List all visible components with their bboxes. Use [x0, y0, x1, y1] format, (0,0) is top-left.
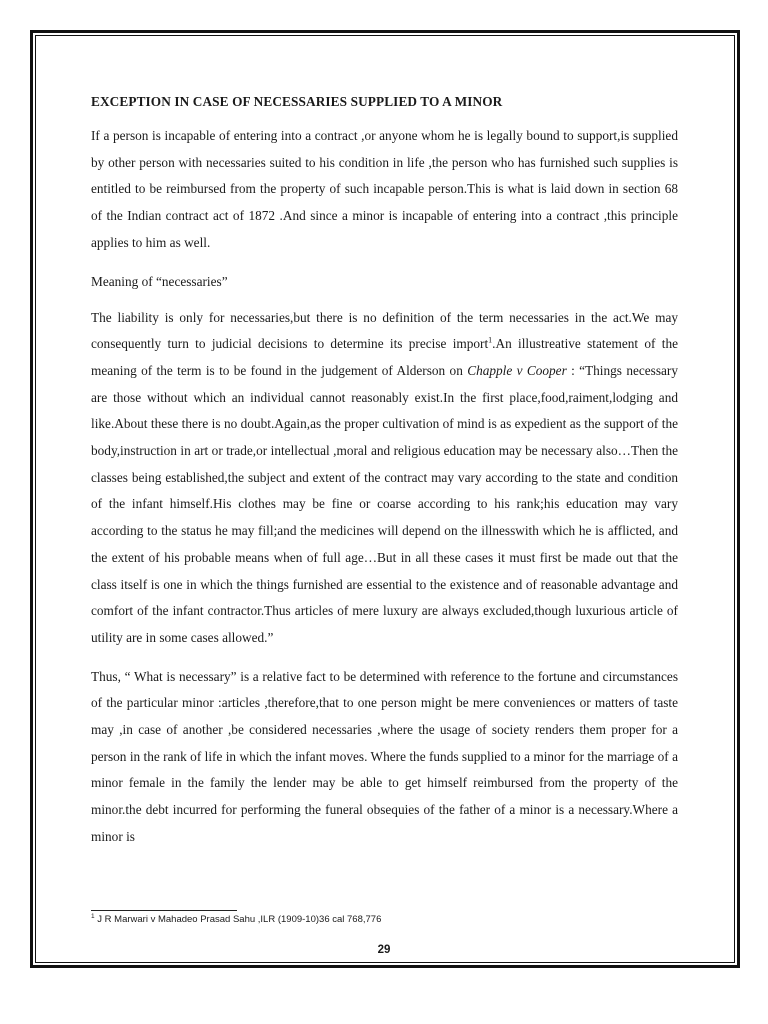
paragraph-2-text-1: The liability is only for necessaries,but there is no definition of the term necessaries in the act.We may consequently turn to judicial decisions to determine its precise import [91, 309, 678, 352]
document-body [91, 94, 678, 863]
paragraph-2-text-3: : “Things necessary are those without which an individual cannot reasonably exist.In the first place,food,raiment,lodging and like.About these there is no doubt.Again,as the proper cultivation of mind is as expedient as the support of the body,instruction in art or trade,or intellectual ,moral and religious education may be necessary also…Then the classes being established,the subject and extent of the contract may vary according to the state and condition of the infant himself.His clothes may be fine or coarse according to his rank;his education may vary according to the status he may fill;and the medicines will depend on the illnesswith which he is afflicted, and the extent of his probable means when of full age…But in all these cases it must first be made out that the class itself is one in which the things furnished are essential to the existence and of reasonable advantage and comfort of the infant contractor.Thus articles of mere luxury are always excluded,though luxurious article of utility are in some cases allowed.” [91, 362, 679, 645]
section-heading: EXCEPTION IN CASE OF NECESSARIES SUPPLIED TO A MINOR [91, 94, 503, 109]
subheading-necessaries: Meaning of “necessaries” [91, 273, 228, 289]
paragraph-2 [91, 305, 678, 652]
footnote-reference: 1 [488, 335, 493, 345]
paragraph-1: If a person is incapable of entering into a contract ,or anyone whom he is legally bound to support,is supplied by other person with necessaries suited to his condition in life ,the person who has furnished such supplies is entitled to be reimbursed from the property of such incapable person.This is what is laid down in section 68 of the Indian contract act of 1872 .And since a minor is incapable of entering into a contract ,this principle applies to him as well. [91, 128, 678, 250]
footnote-separator [91, 910, 237, 911]
case-name: Chapple v Cooper [467, 362, 567, 378]
page-number: 29 [377, 944, 391, 956]
footnote [91, 914, 381, 925]
footnote-text: J R Marwari v Mahadeo Prasad Sahu ,ILR (1909-10)36 cal 768,776 [94, 914, 382, 925]
footnote-marker: 1 [91, 912, 95, 920]
paragraph-2-text-2: .An illustreative statement of the meaning of the term is to be found in the judgement of Alderson on [91, 336, 678, 378]
paragraph-3: Thus, “ What is necessary” is a relative fact to be determined with reference to the fortune and circumstances of the particular minor :articles ,therefore,that to one person might be mere conveniences or matters of taste may ,in case of another ,be considered necessaries ,where the usage of society renders them proper for a person in the rank of life in which the infant moves. Where the funds supplied to a minor for the marriage of a minor female in the family the lender may be able to get himself reimbursed from the property of the minor.the debt incurred for performing the funeral obsequies of the father of a minor is a necessary.Where a minor is [91, 668, 678, 844]
